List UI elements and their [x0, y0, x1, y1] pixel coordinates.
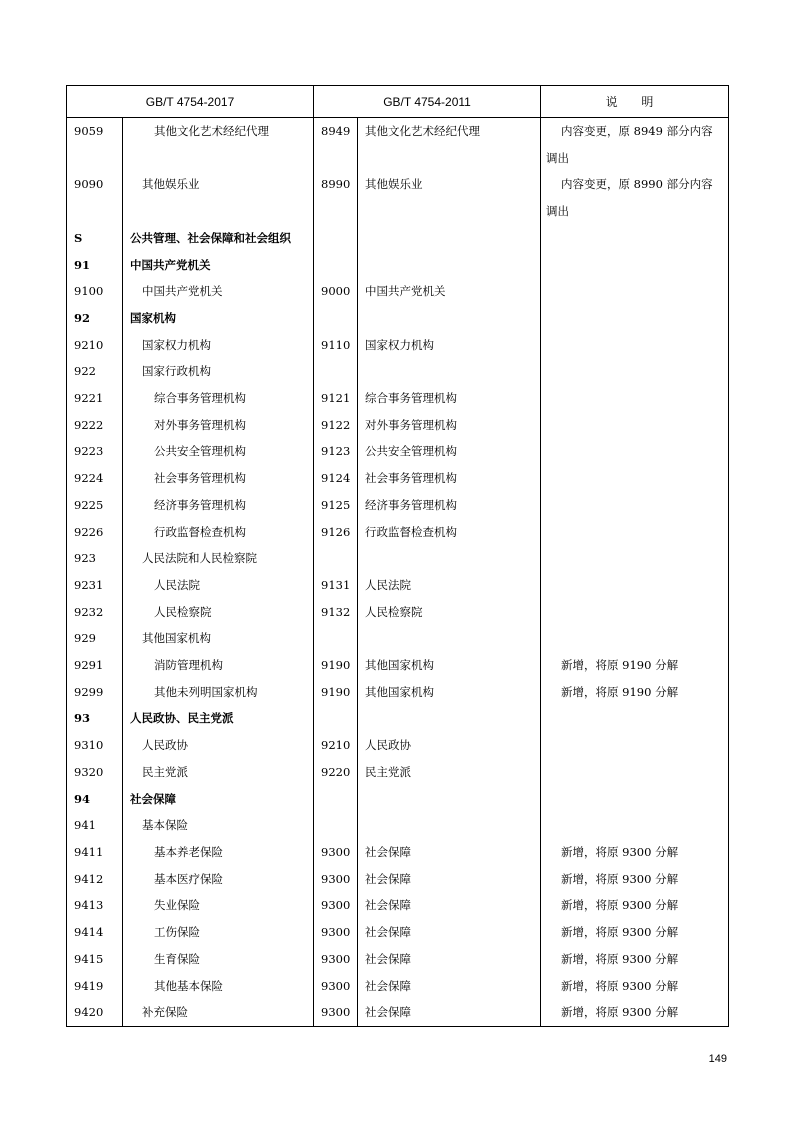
code-2011 [314, 786, 358, 813]
description-text: 新增，将原 9300 分解 [561, 925, 679, 940]
description-cell [541, 786, 729, 813]
name-2017: 社会保障 [123, 786, 314, 813]
name-2011 [358, 305, 541, 332]
table-row [67, 545, 729, 572]
table-row [67, 705, 729, 732]
description-text: 新增，将原 9300 分解 [561, 898, 679, 913]
name-2017: 失业保险 [123, 892, 314, 919]
table-row [67, 519, 729, 546]
name-2017: 中国共产党机关 [123, 252, 314, 279]
code-2011 [314, 225, 358, 252]
code-2011: 9122 [314, 412, 358, 439]
name-2017: 其他国家机构 [123, 625, 314, 652]
description-cell [541, 171, 729, 224]
code-2017: 9420 [67, 999, 123, 1026]
table-row [67, 465, 729, 492]
description-cell [541, 545, 729, 572]
code-2011 [314, 625, 358, 652]
code-2017: 941 [67, 812, 123, 839]
name-2011: 对外事务管理机构 [358, 412, 541, 439]
table-row [67, 305, 729, 332]
code-2017: 9225 [67, 492, 123, 519]
description-cell [541, 652, 729, 679]
table-row [67, 973, 729, 1000]
description-cell [541, 999, 729, 1026]
name-2017: 人民政协 [123, 732, 314, 759]
name-2017: 生育保险 [123, 946, 314, 973]
name-2017: 民主党派 [123, 759, 314, 786]
description-cell [541, 812, 729, 839]
header-description: 说 明 [541, 86, 729, 118]
name-2011 [358, 252, 541, 279]
table-row [67, 786, 729, 813]
table-row [67, 225, 729, 252]
description-cell [541, 973, 729, 1000]
name-2017: 对外事务管理机构 [123, 412, 314, 439]
code-2017: 9299 [67, 679, 123, 706]
classification-comparison-table [66, 85, 729, 1027]
name-2017: 基本养老保险 [123, 839, 314, 866]
table-row [67, 599, 729, 626]
name-2017: 公共安全管理机构 [123, 438, 314, 465]
description-cell [541, 572, 729, 599]
code-2011: 9300 [314, 892, 358, 919]
table-row [67, 572, 729, 599]
name-2017: 国家行政机构 [123, 358, 314, 385]
table-row [67, 892, 729, 919]
table-row [67, 652, 729, 679]
table-row [67, 332, 729, 359]
code-2017: 9310 [67, 732, 123, 759]
code-2017: 93 [67, 705, 123, 732]
table-row [67, 732, 729, 759]
code-2017: 9090 [67, 171, 123, 224]
description-cell [541, 305, 729, 332]
name-2011: 其他娱乐业 [358, 171, 541, 224]
description-cell [541, 866, 729, 893]
name-2017: 其他未列明国家机构 [123, 679, 314, 706]
table-row [67, 492, 729, 519]
description-cell [541, 946, 729, 973]
code-2017: 929 [67, 625, 123, 652]
name-2011 [358, 705, 541, 732]
description-text: 新增，将原 9190 分解 [561, 684, 679, 699]
code-2011: 9000 [314, 278, 358, 305]
header-gbt-2017: GB/T 4754-2017 [67, 86, 314, 118]
code-2011: 9300 [314, 866, 358, 893]
code-2017: 9221 [67, 385, 123, 412]
description-cell [541, 278, 729, 305]
table-row [67, 412, 729, 439]
code-2011 [314, 545, 358, 572]
name-2011: 社会保障 [358, 866, 541, 893]
code-2017: 9223 [67, 438, 123, 465]
description-cell [541, 839, 729, 866]
code-2017: 9222 [67, 412, 123, 439]
name-2011: 行政监督检查机构 [358, 519, 541, 546]
code-2011 [314, 358, 358, 385]
name-2017: 公共管理、社会保障和社会组织 [123, 225, 314, 252]
name-2011: 其他国家机构 [358, 652, 541, 679]
name-2017: 国家权力机构 [123, 332, 314, 359]
table-row [67, 438, 729, 465]
code-2017: 9210 [67, 332, 123, 359]
name-2011 [358, 358, 541, 385]
table-row [67, 625, 729, 652]
description-cell [541, 679, 729, 706]
description-cell [541, 438, 729, 465]
name-2017: 其他文化艺术经纪代理 [123, 118, 314, 172]
code-2017: 9059 [67, 118, 123, 172]
code-2011: 9124 [314, 465, 358, 492]
table-body [67, 118, 729, 1027]
name-2011 [358, 625, 541, 652]
table-row [67, 118, 729, 172]
code-2011: 8990 [314, 171, 358, 224]
name-2011 [358, 225, 541, 252]
code-2011: 9220 [314, 759, 358, 786]
name-2011: 综合事务管理机构 [358, 385, 541, 412]
code-2017: 9291 [67, 652, 123, 679]
code-2017: 9224 [67, 465, 123, 492]
name-2011 [358, 786, 541, 813]
code-2011 [314, 812, 358, 839]
name-2017: 补充保险 [123, 999, 314, 1026]
code-2011 [314, 252, 358, 279]
code-2017: 9415 [67, 946, 123, 973]
description-text: 新增，将原 9300 分解 [561, 844, 679, 859]
name-2011: 其他文化艺术经纪代理 [358, 118, 541, 172]
name-2011: 国家权力机构 [358, 332, 541, 359]
table-row [67, 171, 729, 224]
description-cell [541, 519, 729, 546]
name-2017: 综合事务管理机构 [123, 385, 314, 412]
code-2017: 9226 [67, 519, 123, 546]
code-2017: 922 [67, 358, 123, 385]
code-2011: 9300 [314, 919, 358, 946]
table-row [67, 999, 729, 1026]
table-row [67, 358, 729, 385]
name-2011: 社会保障 [358, 946, 541, 973]
code-2011: 9210 [314, 732, 358, 759]
name-2017: 人民政协、民主党派 [123, 705, 314, 732]
name-2011: 人民检察院 [358, 599, 541, 626]
name-2017: 人民检察院 [123, 599, 314, 626]
name-2017: 社会事务管理机构 [123, 465, 314, 492]
code-2017: 9414 [67, 919, 123, 946]
name-2017: 中国共产党机关 [123, 278, 314, 305]
code-2017: 91 [67, 252, 123, 279]
name-2011: 民主党派 [358, 759, 541, 786]
description-cell [541, 599, 729, 626]
code-2017: 9320 [67, 759, 123, 786]
code-2017: 9411 [67, 839, 123, 866]
description-cell [541, 412, 729, 439]
code-2011: 9123 [314, 438, 358, 465]
table-row [67, 866, 729, 893]
code-2017: 9412 [67, 866, 123, 893]
code-2011: 9132 [314, 599, 358, 626]
code-2011: 9110 [314, 332, 358, 359]
description-cell [541, 492, 729, 519]
code-2011: 9300 [314, 999, 358, 1026]
code-2017: 92 [67, 305, 123, 332]
name-2011: 中国共产党机关 [358, 278, 541, 305]
table-row [67, 385, 729, 412]
code-2017: 94 [67, 786, 123, 813]
table-row [67, 946, 729, 973]
name-2011: 社会保障 [358, 839, 541, 866]
description-text: 新增，将原 9300 分解 [561, 951, 679, 966]
code-2011: 9121 [314, 385, 358, 412]
table-row [67, 759, 729, 786]
description-cell [541, 332, 729, 359]
description-cell [541, 358, 729, 385]
code-2017: S [67, 225, 123, 252]
name-2011: 社会保障 [358, 973, 541, 1000]
code-2011: 9131 [314, 572, 358, 599]
name-2011: 社会保障 [358, 999, 541, 1026]
name-2011 [358, 545, 541, 572]
name-2017: 行政监督检查机构 [123, 519, 314, 546]
name-2011: 公共安全管理机构 [358, 438, 541, 465]
description-text: 新增，将原 9190 分解 [561, 658, 679, 673]
name-2017: 消防管理机构 [123, 652, 314, 679]
name-2017: 人民法院和人民检察院 [123, 545, 314, 572]
code-2017: 923 [67, 545, 123, 572]
code-2017: 9232 [67, 599, 123, 626]
table-row [67, 679, 729, 706]
code-2017: 9100 [67, 278, 123, 305]
description-text: 内容变更，原 8990 部分内容调出 [546, 177, 713, 219]
name-2011: 经济事务管理机构 [358, 492, 541, 519]
table-row [67, 812, 729, 839]
code-2011: 9125 [314, 492, 358, 519]
name-2011: 社会保障 [358, 919, 541, 946]
name-2011: 其他国家机构 [358, 679, 541, 706]
description-cell [541, 118, 729, 172]
code-2011: 9190 [314, 679, 358, 706]
description-text: 新增，将原 9300 分解 [561, 1005, 679, 1020]
description-text: 新增，将原 9300 分解 [561, 871, 679, 886]
code-2011 [314, 305, 358, 332]
name-2011 [358, 812, 541, 839]
description-cell [541, 919, 729, 946]
code-2011: 9300 [314, 973, 358, 1000]
description-text: 新增，将原 9300 分解 [561, 978, 679, 993]
code-2011: 9190 [314, 652, 358, 679]
name-2017: 经济事务管理机构 [123, 492, 314, 519]
code-2017: 9419 [67, 973, 123, 1000]
name-2017: 基本医疗保险 [123, 866, 314, 893]
description-cell [541, 385, 729, 412]
name-2017: 其他基本保险 [123, 973, 314, 1000]
table-header-row [67, 86, 729, 118]
name-2017: 人民法院 [123, 572, 314, 599]
table-row [67, 278, 729, 305]
page-number: 149 [708, 1053, 727, 1065]
code-2011 [314, 705, 358, 732]
table-row [67, 252, 729, 279]
code-2011: 9300 [314, 839, 358, 866]
code-2011: 8949 [314, 118, 358, 172]
code-2017: 9231 [67, 572, 123, 599]
description-cell [541, 759, 729, 786]
description-cell [541, 252, 729, 279]
name-2011: 社会事务管理机构 [358, 465, 541, 492]
table-row [67, 919, 729, 946]
name-2017: 基本保险 [123, 812, 314, 839]
description-cell [541, 705, 729, 732]
description-cell [541, 732, 729, 759]
code-2011: 9126 [314, 519, 358, 546]
name-2011: 社会保障 [358, 892, 541, 919]
code-2017: 9413 [67, 892, 123, 919]
table-row [67, 839, 729, 866]
name-2017: 其他娱乐业 [123, 171, 314, 224]
description-cell [541, 465, 729, 492]
name-2011: 人民政协 [358, 732, 541, 759]
name-2017: 工伤保险 [123, 919, 314, 946]
header-gbt-2011: GB/T 4754-2011 [314, 86, 541, 118]
code-2011: 9300 [314, 946, 358, 973]
name-2017: 国家机构 [123, 305, 314, 332]
description-cell [541, 892, 729, 919]
description-cell [541, 625, 729, 652]
description-text: 内容变更，原 8949 部分内容调出 [546, 124, 713, 165]
description-cell [541, 225, 729, 252]
name-2011: 人民法院 [358, 572, 541, 599]
